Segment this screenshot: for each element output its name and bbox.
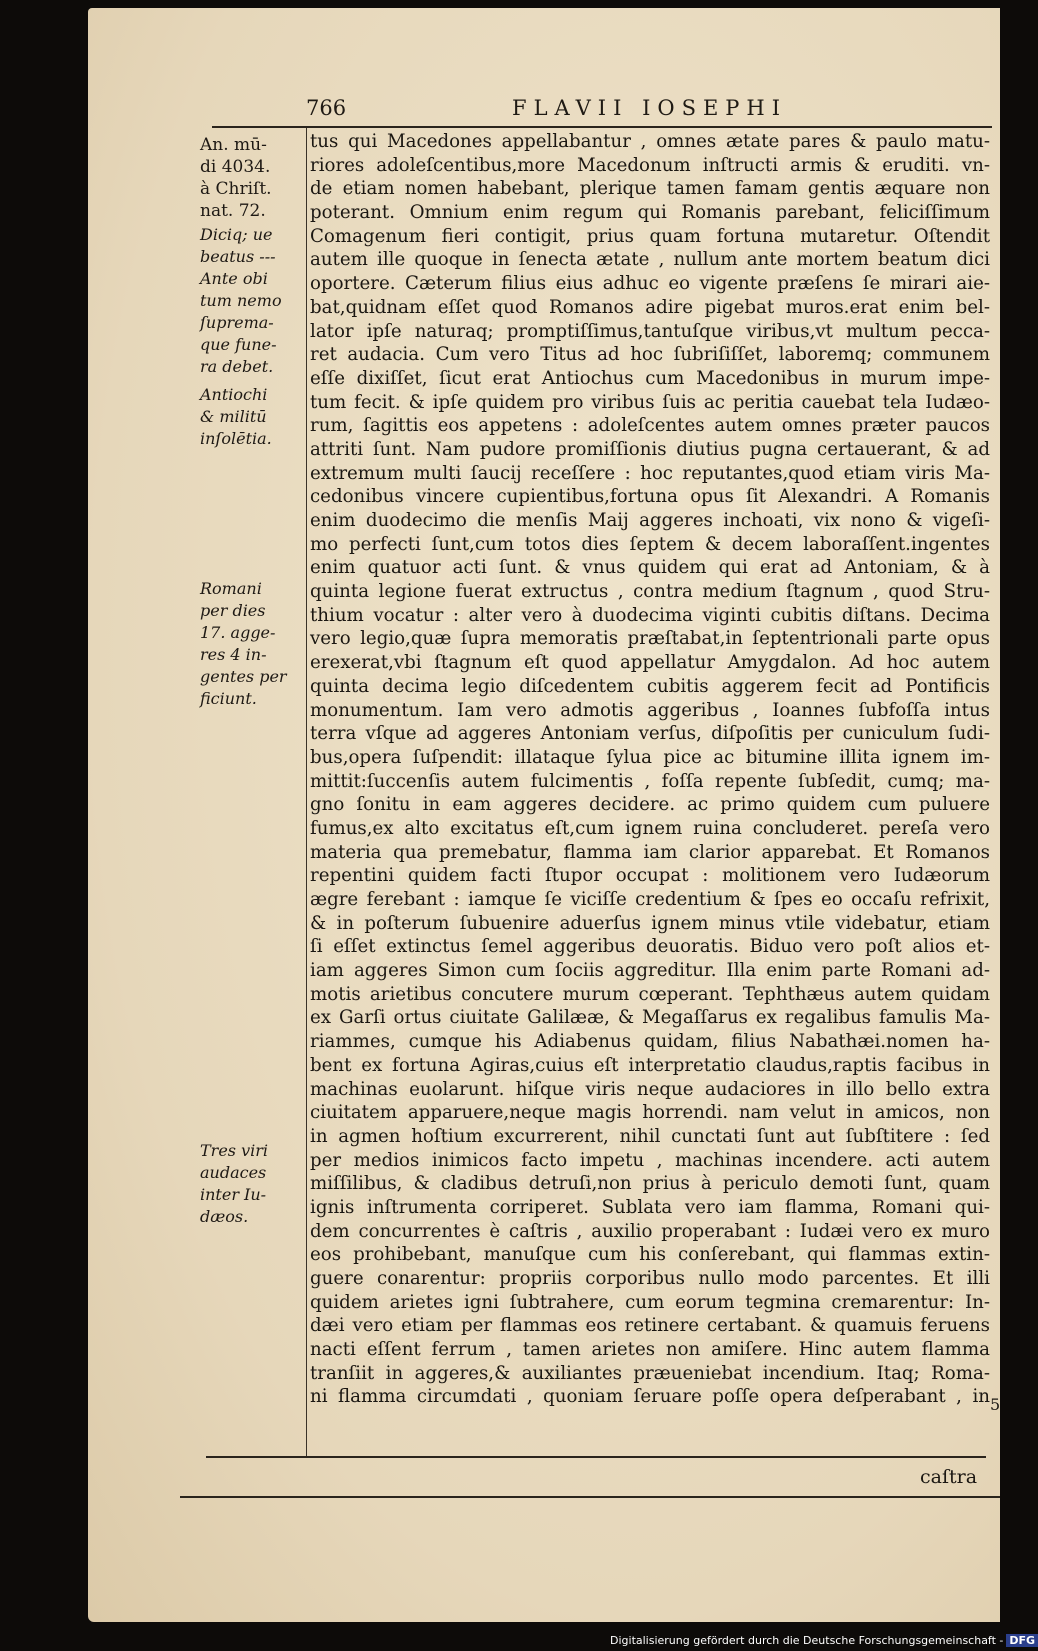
text-line: dæi vero etiam per flammas eos retinere certabant. & quamuis feruens [310, 1315, 990, 1337]
text-line: tranſiit in aggeres,& auxiliantes præueniebat incendium. Itaq; Roma- [310, 1362, 990, 1384]
page-header [212, 96, 982, 126]
text-line: quidem arietes igni ſubtrahere, cum eorum tegmina cremarentur: In- [310, 1291, 990, 1313]
footer-rule-upper [206, 1456, 986, 1458]
text-line: enim quatuor acti ſunt. & vnus quidem qui erat ad Antoniam, & à [310, 557, 990, 579]
text-line: gno ſonitu in eam aggeres decidere. ac primo quidem cum puluere [310, 794, 990, 816]
catchword: caſtra [920, 1466, 978, 1488]
sidenote-romani: Romani per dies 17. agge- res 4 in- gentes per ficiunt. [200, 579, 287, 708]
text-line: poterant. Omnium enim regum qui Romanis parebant, feliciſſimum [310, 202, 990, 224]
text-line: motis arietibus concutere murum cœperant. Tephthæus autem quidam [310, 983, 990, 1005]
text-line: rum, ſagittis eos appetens : adoleſcentes autem omnes præter paucos [310, 415, 990, 437]
text-line: nacti eſſent ferrum , tamen arietes non amiſere. Hinc autem flamma [310, 1339, 990, 1361]
text-line: repentini quidem facti ſtupor occupat : molitionem vero Iudæorum [310, 865, 990, 887]
text-line: riores adoleſcentibus,more Macedonum inſtructi armis & eruditi. vn- [310, 154, 990, 176]
text-line: de etiam nomen habebant, plerique tamen famam gentis æquare non [310, 178, 990, 200]
text-line: guere conarentur: propriis corporibus nullo modo parcentes. Et illi [310, 1268, 990, 1289]
text-line: ni flamma circumdati , quoniam ſeruare poſſe opera deſperabant , in [310, 1386, 990, 1408]
text-line: materia qua premebatur, flamma iam clarior apparebat. Et Romanos [310, 841, 990, 863]
text-line: ciuitatem apparuere,neque magis horrendi. nam velut in amicos, non [310, 1102, 990, 1124]
text-line: in agmen hoſtium excurrerent, nihil cunctati ſunt aut ſubſtitere : ſed [310, 1125, 990, 1147]
text-line: ex Garſi ortus ciuitate Galilææ, & Megaſſarus ex regalibus famulis Ma- [310, 1007, 990, 1029]
sidenote-antiochi: Antiochi & militū inſolētia. [200, 385, 272, 448]
text-line: riammes, cumque his Adiabenus quidam, filius Nabathæi.nomen ha- [310, 1031, 990, 1053]
text-line: machinas euolarunt. hiſque viris neque audaciores in illo bello extra [310, 1078, 990, 1100]
text-line: fumus,ex alto excitatus eſt,cum ignem ruina concluderet. pereſa vero [310, 817, 990, 839]
text-line: terra vſque ad aggeres Antoniam verſus, diſpoſitis per cuniculum ſudi- [310, 723, 990, 745]
text-line: ret audacia. Cum vero Titus ad hoc ſubriſiſſet, laboremq; communem [310, 344, 990, 366]
text-line: oportere. Cæterum filius eius adhuc eo vigente præſens ſe mirari aie- [310, 273, 990, 295]
margin-divider [306, 128, 307, 1456]
text-line: vero legio,quæ ſupra memoratis præſtabat,in ſeptentrionali parte opus [310, 628, 990, 650]
sidenote-beatus: Diciq; ue beatus --- Ante obi tum nemo ſuprema- que fune- ra debet. [200, 225, 282, 376]
text-line: bat,quidnam eſſet quod Romanos adire pigebat muros.erat enim bel- [310, 296, 990, 318]
text-line: ignis inſtrumenta corriperet. Sublata vero iam flamma, Romani qui- [310, 1196, 990, 1218]
text-line: mo perfecti ſunt,cum totos dies ſeptem & decem laboraſſent.ingentes [310, 533, 990, 555]
text-line: attriti ſunt. Nam pudore promiſſionis diutius pugna certauerant, & ad [310, 438, 990, 460]
text-line: miſſilibus, & cladibus detruſi,non prius à periculo demoti ſunt, quam [310, 1173, 990, 1195]
text-line: lator ipſe naturaq; promptiſſimus,tantuſque viribus,vt multum pecca- [310, 320, 990, 342]
text-line: Comagenum fieri contigit, prius quam fortuna mutaretur. Oſtendit [310, 225, 990, 247]
sidenote-tres-viri: Tres viri audaces inter Iu- dæos. [200, 1141, 269, 1226]
text-line: eſſe dixiſſet, ſicut erat Antiochus cum Macedonibus in murum impe- [310, 367, 990, 389]
text-line: dem concurrentes è caſtris , auxilio properabant : Iudæi vero ex muro [310, 1220, 990, 1242]
text-line: quinta legione fuerat extructus , contra medium ſtagnum , quod Stru- [310, 581, 990, 603]
text-line: quinta decima legio diſcedentem cubitis aggerem fecit ad Pontificis [310, 675, 990, 697]
text-line: bent ex fortuna Agiras,cuius eſt interpretatio claudus,raptis facibus in [310, 1054, 990, 1076]
header-rule [212, 126, 992, 128]
credit-text: Digitalisierung gefördert durch die Deutsche Forschungsgemeinschaft - [610, 1634, 1004, 1647]
text-line: tum fecit. & ipſe quidem pro viribus ſuis ac peritia cauebat tela Iudæo- [310, 391, 990, 413]
text-line: per medios inimicos facto impetu , machinas incendere. acti autem [310, 1149, 990, 1171]
page-number: 766 [306, 96, 347, 120]
sidenote-date: An. mū- di 4034. à Chriſt. nat. 72. [200, 135, 272, 221]
text-line: monumentum. Iam vero admotis aggeribus , Ioannes ſubfoſſa intus [310, 699, 990, 721]
text-line: ſi eſſet extinctus ſemel aggeribus deuoratis. Biduo vero poſt alios et- [310, 936, 990, 958]
text-line: & in poſterum ſubuenire aduerſus ignem minus vtile videbatur, etiam [310, 912, 990, 934]
text-line: erexerat,vbi ſtagnum eſt quod appellatur Amygdalon. Ad hoc autem [310, 652, 990, 674]
digitization-credit [610, 1634, 1036, 1647]
text-line: iam aggeres Simon cum ſociis aggreditur. Illa enim parte Romani ad- [310, 960, 990, 982]
footer-rule-lower [180, 1496, 1000, 1498]
text-line: enim duodecimo die menſis Maij aggeres inchoati, vix nono & vigeſi- [310, 510, 990, 531]
text-line: mittit:ſuccenſis autem fulcimentis , foſſa repente ſubſedit, cumq; ma- [310, 770, 990, 792]
text-line: bus,opera ſuſpendit: illataque ſylua pice ac bitumine illita ignem im- [310, 746, 990, 768]
text-line: ægre ferebant : iamque ſe viciſſe credentium & ſpes eo occaſu refrixit, [310, 889, 990, 910]
text-line: eos prohibebant, manuſque cum his conſerebant, qui flammas extin- [310, 1244, 990, 1266]
text-line: thium vocatur : alter vero à duodecima viginti cubitis diſtans. Decima [310, 604, 990, 626]
running-title: FLAVII IOSEPHI [512, 96, 788, 120]
dfg-logo: DFG [1006, 1634, 1038, 1647]
text-line: tus qui Macedones appellabantur , omnes ætate pares & paulo matu- [310, 131, 990, 152]
text-line: extremum multi ſaucij receſſere : hoc reputantes,quod etiam viris Ma- [310, 462, 990, 484]
text-line: autem ille quoque in ſenecta ætate , nullum ante mortem beatum dici [310, 249, 990, 271]
text-line: cedonibus vincere cupientibus,fortuna opus ſit Alexandri. A Romanis [310, 486, 990, 508]
margin-mark: 5 [990, 1395, 1001, 1414]
main-text-column [310, 130, 990, 1409]
